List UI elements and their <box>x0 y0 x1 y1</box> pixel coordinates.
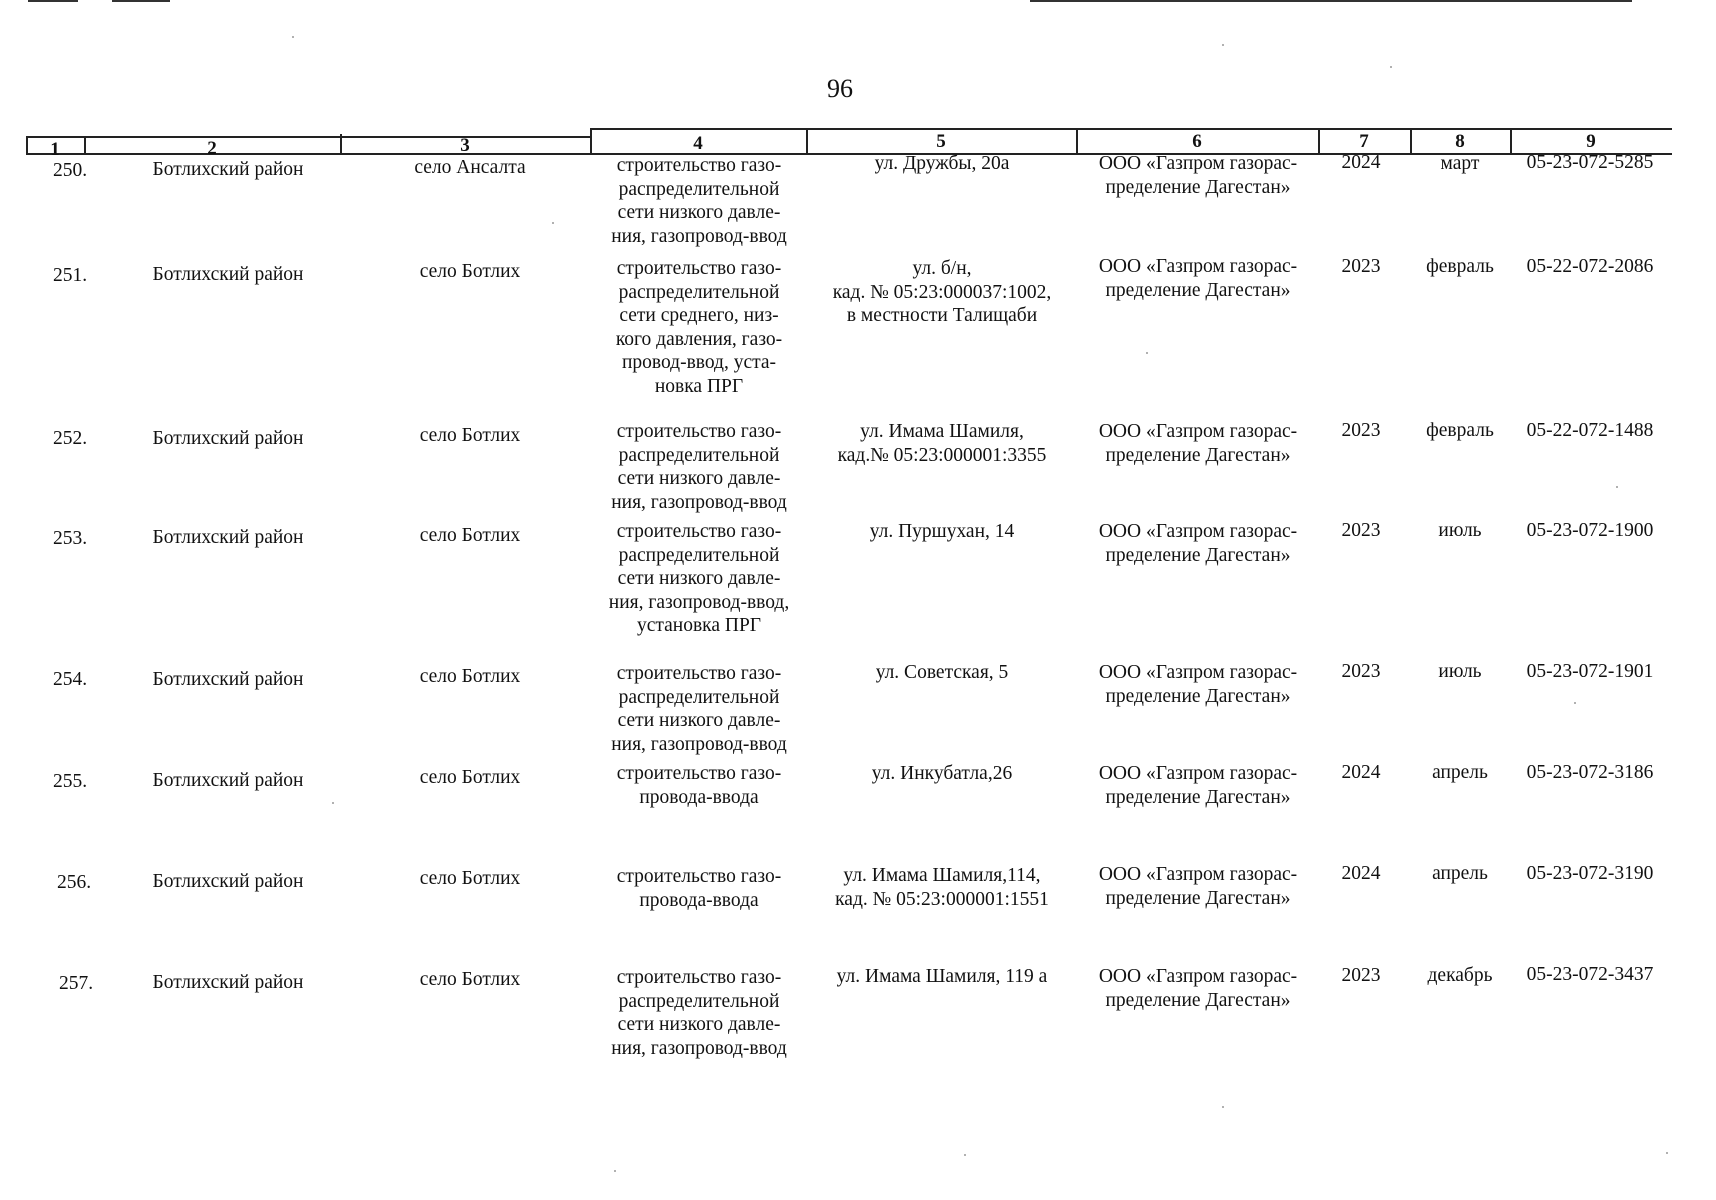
month-cell: февраль <box>1426 256 1494 277</box>
district-cell: Ботлихский район <box>152 770 304 791</box>
organization-cell <box>1078 152 1318 199</box>
address-cell <box>806 762 1078 786</box>
work-line: ния, газопровод-ввод <box>611 1037 787 1059</box>
work-line: распределительной <box>618 544 780 566</box>
address-line: ул. Пуршухан, 14 <box>869 521 1015 542</box>
scan-speck <box>1574 702 1576 704</box>
work-description-cell <box>592 257 806 398</box>
organization-cell <box>1078 762 1318 809</box>
address-line: в местности Талищаби <box>846 305 1038 326</box>
address-cell <box>806 965 1078 989</box>
organization-cell <box>1078 420 1318 467</box>
scan-speck <box>332 802 334 804</box>
district-cell: Ботлихский район <box>152 428 304 449</box>
organization-line: ООО «Газпром газорас- <box>1098 421 1298 442</box>
address-cell <box>806 661 1078 685</box>
work-description-cell <box>592 762 806 809</box>
month-cell: июль <box>1438 661 1482 682</box>
month-cell: апрель <box>1432 863 1488 884</box>
organization-line: ООО «Газпром газорас- <box>1098 763 1298 784</box>
month-cell: апрель <box>1432 762 1488 783</box>
work-line: распределительной <box>618 990 780 1012</box>
address-line: кад.№ 05:23:000001:3355 <box>837 444 1047 466</box>
year-cell: 2023 <box>1341 520 1381 541</box>
code-cell: 05-23-072-5285 <box>1526 152 1654 173</box>
settlement-cell: село Ботлих <box>419 969 521 990</box>
code-cell: 05-23-072-3437 <box>1526 964 1654 985</box>
year-cell: 2024 <box>1341 762 1381 783</box>
work-line: сети низкого давле- <box>617 710 781 731</box>
work-line: распределительной <box>618 281 780 303</box>
column-number-7: 7 <box>1359 131 1369 152</box>
row-number: 256. <box>56 872 92 893</box>
column-number-1: 1 <box>50 139 60 160</box>
settlement-cell: село Ботлих <box>419 261 521 282</box>
code-cell: 05-22-072-2086 <box>1526 256 1654 277</box>
organization-line: пределение Дагестан» <box>1105 685 1291 707</box>
work-line: строительство газо- <box>616 763 782 784</box>
month-cell: март <box>1440 153 1480 174</box>
code-cell: 05-23-072-1901 <box>1526 661 1654 682</box>
district-cell: Ботлихский район <box>152 972 304 993</box>
scan-edge-line-right <box>1030 0 1632 2</box>
organization-cell <box>1078 965 1318 1012</box>
code-cell: 05-23-072-3186 <box>1526 762 1654 783</box>
scan-speck <box>1616 486 1618 488</box>
organization-line: ООО «Газпром газорас- <box>1098 662 1298 683</box>
year-cell: 2023 <box>1341 256 1381 277</box>
address-line: кад. № 05:23:000037:1002, <box>832 281 1052 303</box>
organization-line: пределение Дагестан» <box>1105 444 1291 466</box>
scan-edge-line-left <box>28 0 78 2</box>
year-cell: 2023 <box>1341 965 1381 986</box>
address-line: ул. Имама Шамиля, <box>860 421 1024 442</box>
year-cell: 2024 <box>1341 863 1381 884</box>
work-line: строительство газо- <box>616 967 782 988</box>
settlement-cell: село Ботлих <box>419 425 521 446</box>
settlement-cell: село Ботлих <box>419 868 521 889</box>
district-cell: Ботлихский район <box>152 527 304 548</box>
work-line: провода-ввода <box>639 786 759 808</box>
work-line: строительство газо- <box>616 421 782 442</box>
address-cell <box>806 152 1078 176</box>
organization-line: пределение Дагестан» <box>1105 279 1291 301</box>
column-number-6: 6 <box>1192 131 1202 152</box>
column-number-8: 8 <box>1455 131 1465 152</box>
work-line: сети низкого давле- <box>617 568 781 589</box>
row-number: 252. <box>52 428 88 449</box>
scan-speck <box>614 1170 616 1172</box>
work-line: сети низкого давле- <box>617 468 781 489</box>
address-cell <box>806 864 1078 911</box>
organization-line: ООО «Газпром газорас- <box>1098 966 1298 987</box>
code-cell: 05-22-072-1488 <box>1526 420 1654 441</box>
row-number: 255. <box>52 771 88 792</box>
address-line: ул. Советская, 5 <box>875 662 1009 683</box>
month-cell: июль <box>1438 520 1482 541</box>
work-line: сети низкого давле- <box>617 202 781 223</box>
organization-cell <box>1078 863 1318 910</box>
organization-line: ООО «Газпром газорас- <box>1098 153 1298 174</box>
work-line: распределительной <box>618 444 780 466</box>
organization-line: пределение Дагестан» <box>1105 887 1291 909</box>
work-description-cell <box>592 420 806 514</box>
scan-speck <box>1666 1152 1668 1154</box>
scan-speck <box>1222 1106 1224 1108</box>
column-number-5: 5 <box>936 131 946 152</box>
address-line: ул. Имама Шамиля,114, <box>843 865 1041 886</box>
row-number: 257. <box>58 973 94 994</box>
settlement-cell: село Ботлих <box>419 666 521 687</box>
scan-speck <box>552 222 554 224</box>
column-number-2: 2 <box>207 138 217 159</box>
district-cell: Ботлихский район <box>152 669 304 690</box>
address-cell <box>806 520 1078 544</box>
organization-line: пределение Дагестан» <box>1105 544 1291 566</box>
address-line: ул. Имама Шамиля, 119 а <box>836 966 1048 987</box>
work-line: провод-ввод, уста- <box>621 352 777 373</box>
code-cell: 05-23-072-3190 <box>1526 863 1654 884</box>
work-line: ния, газопровод-ввод <box>611 733 787 755</box>
district-cell: Ботлихский район <box>152 264 304 285</box>
address-line: кад. № 05:23:000001:1551 <box>835 888 1049 910</box>
district-cell: Ботлихский район <box>152 871 304 892</box>
work-line: распределительной <box>618 178 780 200</box>
column-number-9: 9 <box>1586 131 1596 152</box>
organization-line: пределение Дагестан» <box>1105 176 1291 198</box>
scan-speck <box>1222 44 1224 46</box>
scan-speck <box>964 1154 966 1156</box>
work-line: строительство газо- <box>616 866 782 887</box>
organization-line: пределение Дагестан» <box>1105 786 1291 808</box>
code-cell: 05-23-072-1900 <box>1526 520 1654 541</box>
month-cell: февраль <box>1426 420 1494 441</box>
work-description-cell <box>592 154 806 248</box>
work-line: строительство газо- <box>616 663 782 684</box>
organization-line: ООО «Газпром газорас- <box>1098 256 1298 277</box>
year-cell: 2024 <box>1341 152 1381 173</box>
year-cell: 2023 <box>1341 420 1381 441</box>
work-line: установка ПРГ <box>636 615 762 636</box>
organization-line: ООО «Газпром газорас- <box>1098 521 1298 542</box>
organization-line: пределение Дагестан» <box>1105 989 1291 1011</box>
address-line: ул. Дружбы, 20а <box>874 153 1010 174</box>
address-line: ул. б/н, <box>912 258 972 279</box>
organization-cell <box>1078 520 1318 567</box>
scan-speck <box>1390 66 1392 68</box>
scan-edge-line-mid <box>112 0 170 2</box>
row-number: 250. <box>52 160 88 181</box>
page-number: 96 <box>827 74 853 103</box>
settlement-cell: село Ботлих <box>419 767 521 788</box>
organization-line: ООО «Газпром газорас- <box>1098 864 1298 885</box>
work-line: строительство газо- <box>616 258 782 279</box>
column-number-3: 3 <box>460 135 470 156</box>
work-line: провода-ввода <box>639 889 759 911</box>
address-line: ул. Инкубатла,26 <box>871 763 1013 784</box>
row-number: 253. <box>52 528 88 549</box>
work-line: новка ПРГ <box>654 375 744 397</box>
settlement-cell: село Ботлих <box>419 525 521 546</box>
work-line: сети низкого давле- <box>617 1014 781 1035</box>
row-number: 254. <box>52 669 88 690</box>
work-description-cell <box>592 966 806 1060</box>
work-description-cell <box>592 662 806 756</box>
work-line: кого давления, газо- <box>615 328 783 350</box>
work-description-cell <box>592 865 806 912</box>
work-line: строительство газо- <box>616 521 782 542</box>
settlement-cell: село Ансалта <box>414 157 526 178</box>
work-line: ния, газопровод-ввод <box>611 491 787 513</box>
year-cell: 2023 <box>1341 661 1381 682</box>
month-cell: декабрь <box>1427 965 1493 986</box>
work-line: ния, газопровод-ввод <box>611 225 787 247</box>
address-cell <box>806 420 1078 467</box>
organization-cell <box>1078 661 1318 708</box>
district-cell: Ботлихский район <box>152 159 304 180</box>
row-number: 251. <box>52 265 88 286</box>
work-line: строительство газо- <box>616 155 782 176</box>
work-line: сети среднего, низ- <box>619 305 779 326</box>
work-line: распределительной <box>618 686 780 708</box>
organization-cell <box>1078 255 1318 302</box>
scan-speck <box>292 36 294 38</box>
work-description-cell <box>592 520 806 638</box>
column-number-4: 4 <box>693 133 703 154</box>
work-line: ния, газопровод-ввод, <box>608 591 790 613</box>
address-cell <box>806 257 1078 328</box>
scan-speck <box>1146 352 1148 354</box>
